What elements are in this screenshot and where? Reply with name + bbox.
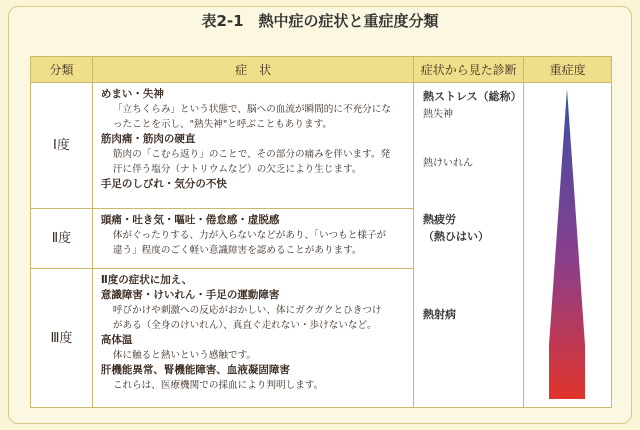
symptom-heading: 筋肉痛・筋肉の硬直 xyxy=(100,133,196,145)
diagnosis-column xyxy=(414,83,524,408)
diagnosis-heat-stroke: 熱射病 xyxy=(423,308,456,321)
symptom-heading: めまい・失神 xyxy=(100,88,164,100)
diagnosis-heat-cramps: 熱けいれん xyxy=(423,158,473,169)
symptom-heading: Ⅱ度の症状に加え、 xyxy=(100,274,193,286)
symptom-heading: 意識障害・けいれん・手足の運動障害 xyxy=(100,289,280,301)
grade-1-label: Ⅰ度 xyxy=(31,83,93,209)
header-severity: 重症度 xyxy=(524,57,612,83)
diagnosis-heat-exhaustion-reading: （熱ひはい） xyxy=(423,230,489,243)
diagnosis-heat-exhaustion: 熱疲労 xyxy=(423,213,456,226)
symptom-desc: 体に触ると熱いという感触です。 xyxy=(112,350,257,361)
symptom-desc: 違う」程度のごく軽い意識障害を認めることがあります。 xyxy=(112,245,362,256)
header-row xyxy=(31,57,612,83)
diagnosis-heat-stress: 熱ストレス（総称） xyxy=(423,90,522,103)
symptom-heading: 手足のしびれ・気分の不快 xyxy=(100,178,227,190)
severity-wedge xyxy=(549,89,585,399)
symptoms-grade-1 xyxy=(92,83,413,209)
grade-3-label: Ⅲ度 xyxy=(31,269,93,408)
header-symptoms: 症 状 xyxy=(92,57,413,83)
header-diagnosis: 症状から見た診断 xyxy=(414,57,524,83)
grade-2-label: Ⅱ度 xyxy=(31,209,93,269)
symptom-desc: 筋肉の「こむら返り」のことで、その部分の痛みを伴います。発 xyxy=(112,149,391,160)
symptom-heading: 肝機能異常、腎機能障害、血液凝固障害 xyxy=(100,364,290,376)
header-grade: 分類 xyxy=(31,57,93,83)
symptom-desc: 体がぐったりする、力が入らないなどがあり、「いつもと様子が xyxy=(112,230,387,241)
symptom-desc: 「立ちくらみ」という状態で、脳への血流が瞬間的に不充分にな xyxy=(112,104,391,115)
symptom-heading: 頭痛・吐き気・嘔吐・倦怠感・虚脱感 xyxy=(100,214,280,226)
symptom-desc: ったことを示し、"熱失神"と呼ぶこともあります。 xyxy=(112,119,333,130)
symptom-desc: がある（全身のけいれん）、真直ぐ走れない・歩けないなど。 xyxy=(112,320,377,331)
symptom-desc: 汗に伴う塩分（ナトリウムなど）の欠乏により生じます。 xyxy=(112,164,362,175)
symptom-heading: 高体温 xyxy=(100,334,133,346)
table-title: 表2-1 熱中症の症状と重症度分類 xyxy=(201,12,439,30)
symptom-desc: これらは、医療機関での採血により判明します。 xyxy=(112,380,324,391)
symptom-desc: 呼びかけや刺激への反応がおかしい、体にガクガクとひきつけ xyxy=(112,305,382,316)
symptoms-grade-3 xyxy=(92,269,413,408)
severity-gradient-arrow xyxy=(523,83,611,401)
diagnosis-heat-syncope: 熱失神 xyxy=(423,109,453,120)
symptoms-grade-2 xyxy=(92,209,413,269)
